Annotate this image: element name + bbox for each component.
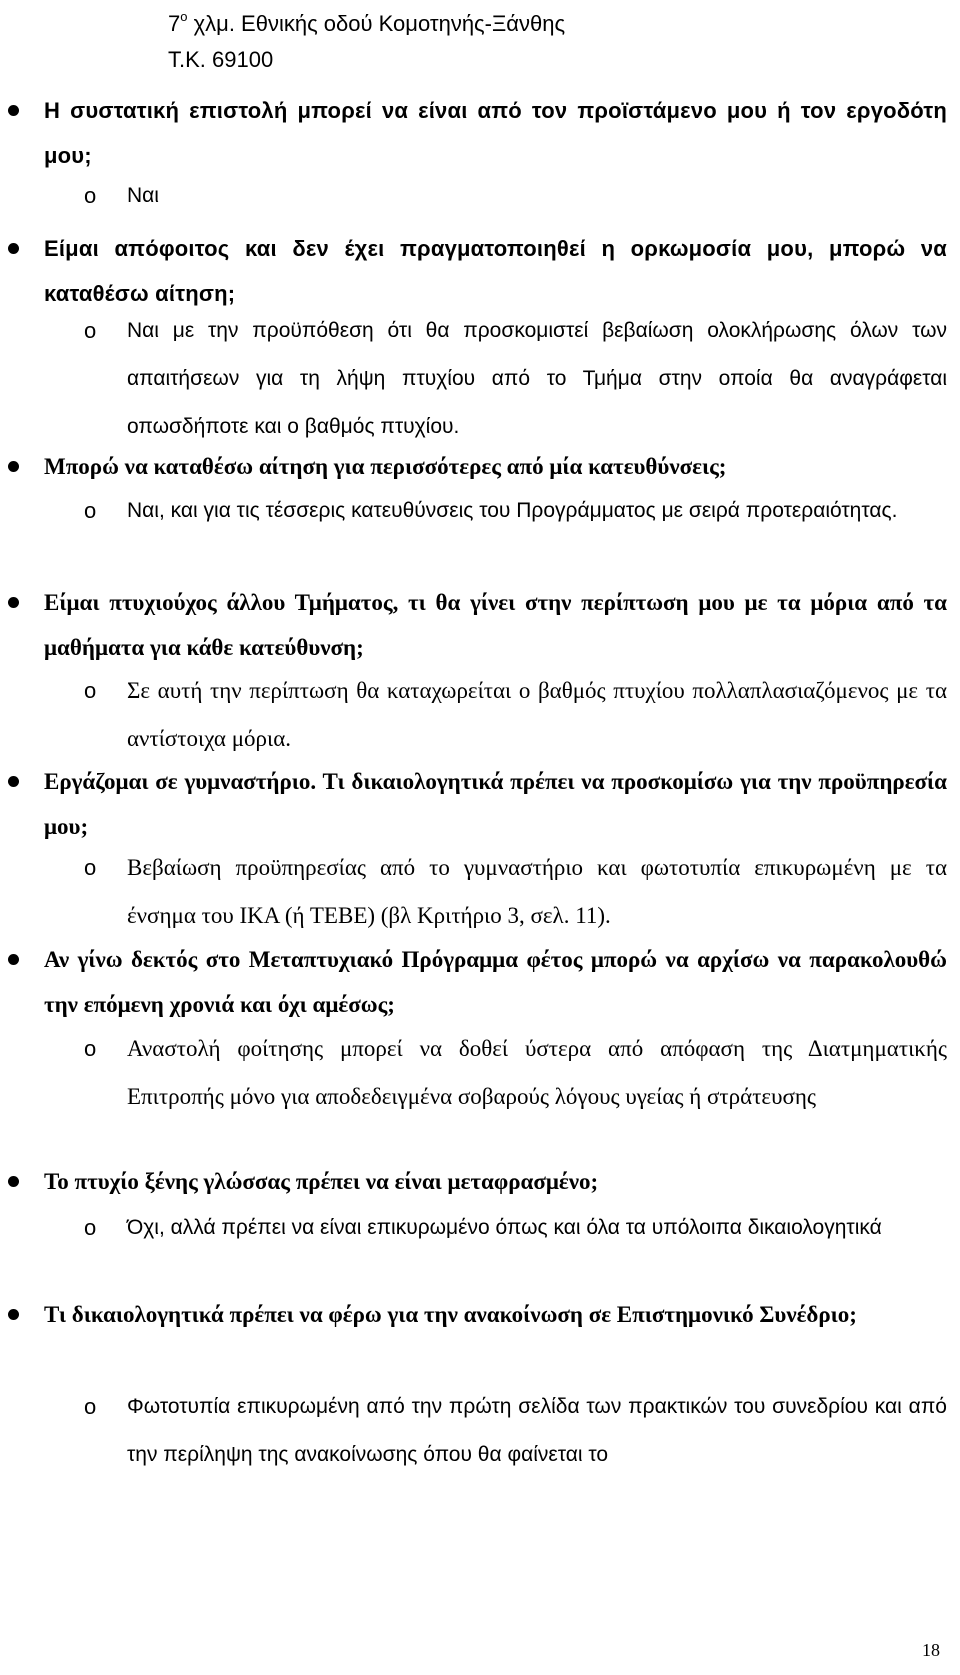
- answer-marker-icon: o: [84, 1215, 97, 1240]
- faq-answer-1: o Ναι: [0, 181, 960, 220]
- faq-answer-8: o Φωτοτυπία επικυρωμένη από την πρώτη σελίδα των πρακτικών του συνεδρίου και από την περίληψη της ανακοίνωσης όπου θα φαίνεται το: [84, 1394, 947, 1466]
- page-number: 18: [922, 1640, 940, 1660]
- faq-question-7: Το πτυχίο ξένης γλώσσας πρέπει να είναι μεταφρασμένο;: [0, 1167, 960, 1204]
- faq-question-2: Είμαι απόφοιτος και δεν έχει πραγματοποιηθεί η ορκωμοσία μου, μπορώ να καταθέσω αίτηση;: [0, 234, 960, 316]
- answer-marker-icon: o: [84, 183, 97, 208]
- bullet-icon: [8, 461, 19, 472]
- faq-answer-3: o Ναι, και για τις τέσσερις κατευθύνσεις του Προγράμματος με σειρά προτεραιότητας.: [0, 496, 960, 535]
- bullet-icon: [8, 776, 19, 787]
- faq-answer-7: o Όχι, αλλά πρέπει να είναι επικυρωμένο όπως και όλα τα υπόλοιπα δικαιολογητικά: [0, 1213, 960, 1252]
- answer-marker-icon: o: [84, 1394, 97, 1419]
- faq-answer-6: o Αναστολή φοίτησης μπορεί να δοθεί ύστερα από απόφαση της Διατμηματικής Επιτροπής μόνο για αποδεδειγμένα σοβαρούς λόγους υγείας ή στράτευσης: [84, 1036, 947, 1109]
- bullet-icon: [8, 105, 19, 116]
- answer-marker-icon: o: [84, 498, 97, 523]
- bullet-icon: [8, 1176, 19, 1187]
- faq-question-4: Είμαι πτυχιούχος άλλου Τμήματος, τι θα γίνει στην περίπτωση μου με τα μόρια από τα μαθήματα για κάθε κατεύθυνση;: [0, 588, 960, 670]
- faq-question-3: Μπορώ να καταθέσω αίτηση για περισσότερες από μία κατευθύνσεις;: [0, 452, 960, 489]
- faq-question-5: Εργάζομαι σε γυμναστήριο. Τι δικαιολογητικά πρέπει να προσκομίσω για την προϋπηρεσία μου;: [0, 767, 960, 849]
- bullet-icon: [8, 597, 19, 608]
- bullet-icon: [8, 1309, 19, 1320]
- faq-answer-5: o Βεβαίωση προϋπηρεσίας από το γυμναστήριο και φωτοτυπία επικυρωμένη με τα ένσημα του ΙΚΑ (ή ΤΕΒΕ) (βλ Κριτήριο 3, σελ. 11).: [84, 855, 947, 928]
- bullet-icon: [8, 243, 19, 254]
- address-line-1: $7^o$ χλμ. Εθνικής οδού Κομοτηνής-Ξάνθης: [168, 9, 566, 36]
- answer-marker-icon: o: [84, 1036, 97, 1061]
- answer-marker-icon: o: [84, 318, 97, 343]
- address-line-2: Τ.Κ. 69100: [168, 47, 274, 72]
- faq-question-6: Αν γίνω δεκτός στο Μεταπτυχιακό Πρόγραμμα φέτος μπορώ να αρχίσω να παρακολουθώ την επόμενη χρονιά και όχι αμέσως;: [0, 945, 960, 1027]
- answer-marker-icon: o: [84, 855, 97, 880]
- bullet-icon: [8, 954, 19, 965]
- faq-question-1: Η συστατική επιστολή μπορεί να είναι από τον προϊστάμενο μου ή τον εργοδότη μου;: [0, 96, 960, 178]
- faq-question-8: Τι δικαιολογητικά πρέπει να φέρω για την ανακοίνωση σε Επιστημονικό Συνέδριο;: [0, 1300, 960, 1337]
- faq-answer-2: o Ναι με την προϋπόθεση ότι θα προσκομιστεί βεβαίωση ολοκλήρωσης όλων των απαιτήσεων για τη λήψη πτυχίου από το Τμήμα στην οποία θα αναγράφεται οπωσδήποτε και ο βαθμός πτυχίου.: [84, 318, 947, 438]
- faq-answer-4: o Σε αυτή την περίπτωση θα καταχωρείται ο βαθμός πτυχίου πολλαπλασιαζόμενος με τα αντίστοιχα μόρια.: [84, 678, 947, 751]
- answer-marker-icon: o: [84, 678, 97, 703]
